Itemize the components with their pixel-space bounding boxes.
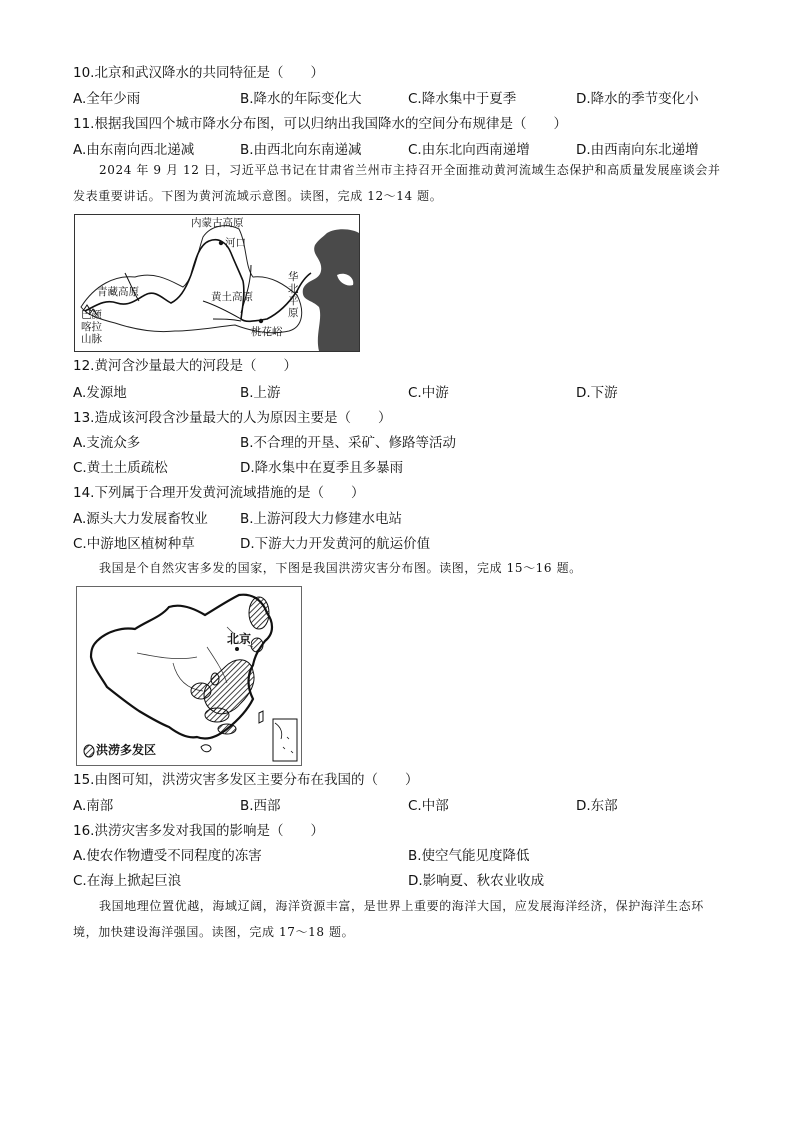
yellow-river-map-drawing <box>75 215 359 351</box>
q10-option-a: A.全年少雨 <box>73 91 141 107</box>
q14-option-d: D.下游大力开发黄河的航运价值 <box>240 536 431 552</box>
q14-option-b: B.上游河段大力修建水电站 <box>240 511 403 527</box>
q11-option-c: C.由东北向西南递增 <box>408 142 530 158</box>
q15-option-b: B.西部 <box>240 798 281 814</box>
intro-paragraph-flood: 我国是个自然灾害多发的国家，下图是我国洪涝灾害分布图。读图，完成 15～16 题。 <box>99 561 582 575</box>
tributary-4 <box>213 319 241 321</box>
flood-zone-liaohe <box>251 638 263 652</box>
label-inner-mongolia: 内蒙古高原 <box>191 217 244 229</box>
q15-option-c: C.中部 <box>408 798 449 814</box>
q16-stem: 16.洪涝灾害多发对我国的影响是（ ） <box>73 823 324 839</box>
label-beijing: 北京 <box>227 632 252 646</box>
taiwan-shape <box>259 711 263 723</box>
q11-stem: 11.根据我国四个城市降水分布图，可以归纳出我国降水的空间分布规律是（ ） <box>73 116 567 132</box>
yellow-river-main-course <box>85 240 311 322</box>
yellow-river-basin-map <box>74 214 360 352</box>
china-flood-map <box>76 586 302 766</box>
q12-option-a: A.发源地 <box>73 385 127 401</box>
q13-option-d: D.降水集中在夏季且多暴雨 <box>240 460 404 476</box>
q15-option-a: A.南部 <box>73 798 114 814</box>
q14-stem: 14.下列属于合理开发黄河流域措施的是（ ） <box>73 485 365 501</box>
flood-zone-guangxi <box>205 708 229 722</box>
flood-zone-northeast <box>249 597 269 629</box>
q10-option-d: D.降水的季节变化小 <box>576 91 699 107</box>
q16-option-a: A.使农作物遭受不同程度的冻害 <box>73 848 262 864</box>
q10-option-b: B.降水的年际变化大 <box>240 91 362 107</box>
basin-boundary <box>81 226 302 333</box>
flood-zone-pearl <box>218 724 236 734</box>
tributary-2 <box>203 301 241 319</box>
hekou-marker <box>219 241 223 245</box>
intro-paragraph-ocean: 我国地理位置优越，海域辽阔，海洋资源丰富，是世界上重要的海洋大国，应发展海洋经济，保护海洋生态环境，加快建设海洋强国。读图，完成 17～18 题。 <box>73 899 704 939</box>
q12-option-d: D.下游 <box>576 385 618 401</box>
q13-option-c: C.黄土土质疏松 <box>73 460 168 476</box>
q10-stem: 10.北京和武汉降水的共同特征是（ ） <box>73 65 324 81</box>
q14-option-c: C.中游地区植树种草 <box>73 536 195 552</box>
q12-option-b: B.上游 <box>240 385 281 401</box>
bohai-sea-shape <box>303 229 359 351</box>
q12-stem: 12.黄河含沙量最大的河段是（ ） <box>73 358 297 374</box>
q14-option-a: A.源头大力发展畜牧业 <box>73 511 208 527</box>
q11-option-d: D.由西南向东北递增 <box>576 142 699 158</box>
label-taohuayu: 桃花峪 <box>251 326 283 338</box>
south-china-sea-inset <box>273 719 297 761</box>
q11-option-b: B.由西北向东南递减 <box>240 142 362 158</box>
intro-paragraph-yellow-river: 2024 年 9 月 12 日，习近平总书记在甘肃省兰州市主持召开全面推动黄河流域生态保护和高质量发展座谈会并发表重要讲话。下图为黄河流域示意图。读图，完成 12～14 题。 <box>73 163 721 203</box>
taohuayu-marker <box>259 319 263 323</box>
legend-label-flood-zone: 洪涝多发区 <box>96 743 157 757</box>
flood-zone-shaanxi <box>211 673 219 685</box>
label-north-china-plain: 华北平原 <box>288 271 299 319</box>
q13-option-a: A.支流众多 <box>73 435 141 451</box>
q11-option-a: A.由东南向西北递减 <box>73 142 195 158</box>
legend-swatch <box>84 745 94 757</box>
q10-option-c: C.降水集中于夏季 <box>408 91 517 107</box>
flood-zone-sichuan <box>191 683 211 699</box>
china-flood-map-drawing <box>77 587 301 765</box>
q16-option-d: D.影响夏、秋农业收成 <box>408 873 545 889</box>
label-loess-plateau: 黄土高原 <box>211 291 253 303</box>
q13-option-b: B.不合理的开垦、采矿、修路等活动 <box>240 435 457 451</box>
label-hekou: 河口 <box>225 237 246 249</box>
q15-stem: 15.由图可知，洪涝灾害多发区主要分布在我国的（ ） <box>73 772 419 788</box>
beijing-marker <box>235 647 239 651</box>
label-qinghai-tibet-plateau: 青藏高原 <box>97 286 139 298</box>
q12-option-c: C.中游 <box>408 385 449 401</box>
label-bayan-har-mountains: 巴颜喀拉山脉 <box>81 309 102 345</box>
hainan-shape <box>201 745 211 752</box>
q13-stem: 13.造成该河段含沙量最大的人为原因主要是（ ） <box>73 410 392 426</box>
q16-option-c: C.在海上掀起巨浪 <box>73 873 182 889</box>
q16-option-b: B.使空气能见度降低 <box>408 848 530 864</box>
q15-option-d: D.东部 <box>576 798 618 814</box>
